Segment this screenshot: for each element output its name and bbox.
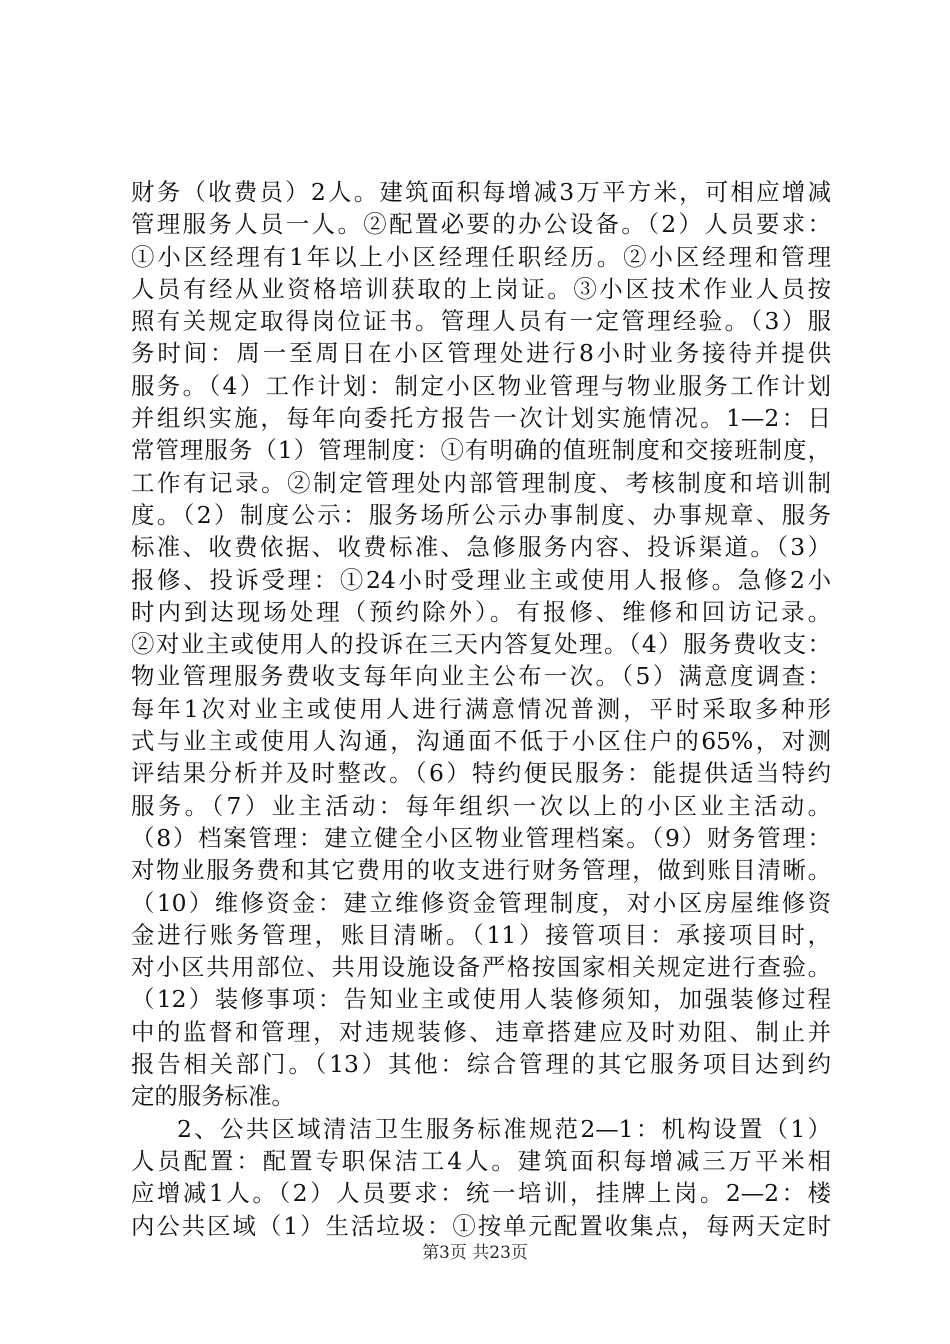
text-line: 管理服务人员一人。②配置必要的办公设备。（2）人员要求： — [131, 210, 831, 239]
paragraph-start-line: 2、公共区域清洁卫生服务标准规范2—1：机构设置（1） — [177, 1114, 831, 1143]
text-line: 常管理服务（1）管理制度：①有明确的值班制度和交接班制度， — [131, 436, 831, 465]
text-line: 服务。（4）工作计划：制定小区物业管理与物业服务工作计划 — [131, 371, 831, 400]
text-line: 内公共区域（1）生活垃圾：①按单元配置收集点，每两天定时 — [131, 1211, 831, 1240]
text-line: （12）装修事项：告知业主或使用人装修须知，加强装修过程 — [131, 985, 831, 1014]
text-line: 对小区共用部位、共用设施设备严格按国家相关规定进行查验。 — [131, 953, 831, 982]
text-line: 务时间：周一至周日在小区管理处进行8小时业务接待并提供 — [131, 339, 831, 368]
text-line: 人员有经从业资格培训获取的上岗证。③小区技术作业人员按 — [131, 274, 831, 303]
text-line: 金进行账务管理，账目清晰。（11）接管项目：承接项目时， — [131, 920, 831, 949]
document-body — [131, 176, 831, 1242]
text-line: 应增减1人。（2）人员要求：统一培训，挂牌上岗。2—2：楼 — [131, 1179, 831, 1208]
paragraph-end-line: 定的服务标准。 — [131, 1082, 295, 1111]
text-line: （10）维修资金：建立维修资金管理制度，对小区房屋维修资 — [131, 888, 831, 917]
text-line: 对物业服务费和其它费用的收支进行财务管理，做到账目清晰。 — [131, 856, 831, 885]
text-line: 人员配置：配置专职保洁工4人。建筑面积每增减三万平米相 — [131, 1146, 831, 1175]
text-line: 标准、收费依据、收费标准、急修服务内容、投诉渠道。（3） — [131, 533, 831, 562]
text-line: 报告相关部门。（13）其他：综合管理的其它服务项目达到约 — [131, 1050, 831, 1079]
text-line: 工作有记录。②制定管理处内部管理制度、考核制度和培训制 — [131, 468, 831, 497]
text-line: 照有关规定取得岗位证书。管理人员有一定管理经验。（3）服 — [131, 307, 831, 336]
text-line: 物业管理服务费收支每年向业主公布一次。（5）满意度调查： — [131, 662, 831, 691]
text-line: 报修、投诉受理：①24小时受理业主或使用人报修。急修2小 — [131, 565, 831, 594]
text-line: 式与业主或使用人沟通，沟通面不低于小区住户的65%，对测 — [131, 727, 831, 756]
text-line: 时内到达现场处理（预约除外）。有报修、维修和回访记录。 — [131, 597, 831, 626]
text-line: 中的监督和管理，对违规装修、违章搭建应及时劝阻、制止并 — [131, 1017, 831, 1046]
text-line: 并组织实施，每年向委托方报告一次计划实施情况。1—2：日 — [131, 404, 831, 433]
text-line: 服务。（7）业主活动：每年组织一次以上的小区业主活动。 — [131, 791, 831, 820]
text-line: ①小区经理有1年以上小区经理任职经历。②小区经理和管理 — [131, 242, 831, 271]
text-line: ②对业主或使用人的投诉在三天内答复处理。（4）服务费收支： — [131, 630, 831, 659]
text-line: 财务（收费员）2人。建筑面积每增减3万平方米，可相应增减 — [131, 178, 831, 206]
page-footer: 第3页 共23页 — [422, 1243, 528, 1263]
text-line: 度。（2）制度公示：服务场所公示办事制度、办事规章、服务 — [131, 500, 831, 529]
text-line: （8）档案管理：建立健全小区物业管理档案。（9）财务管理： — [131, 823, 831, 852]
text-line: 评结果分析并及时整改。（6）特约便民服务：能提供适当特约 — [131, 759, 831, 788]
text-line: 每年1次对业主或使用人进行满意情况普测，平时采取多种形 — [131, 694, 831, 723]
